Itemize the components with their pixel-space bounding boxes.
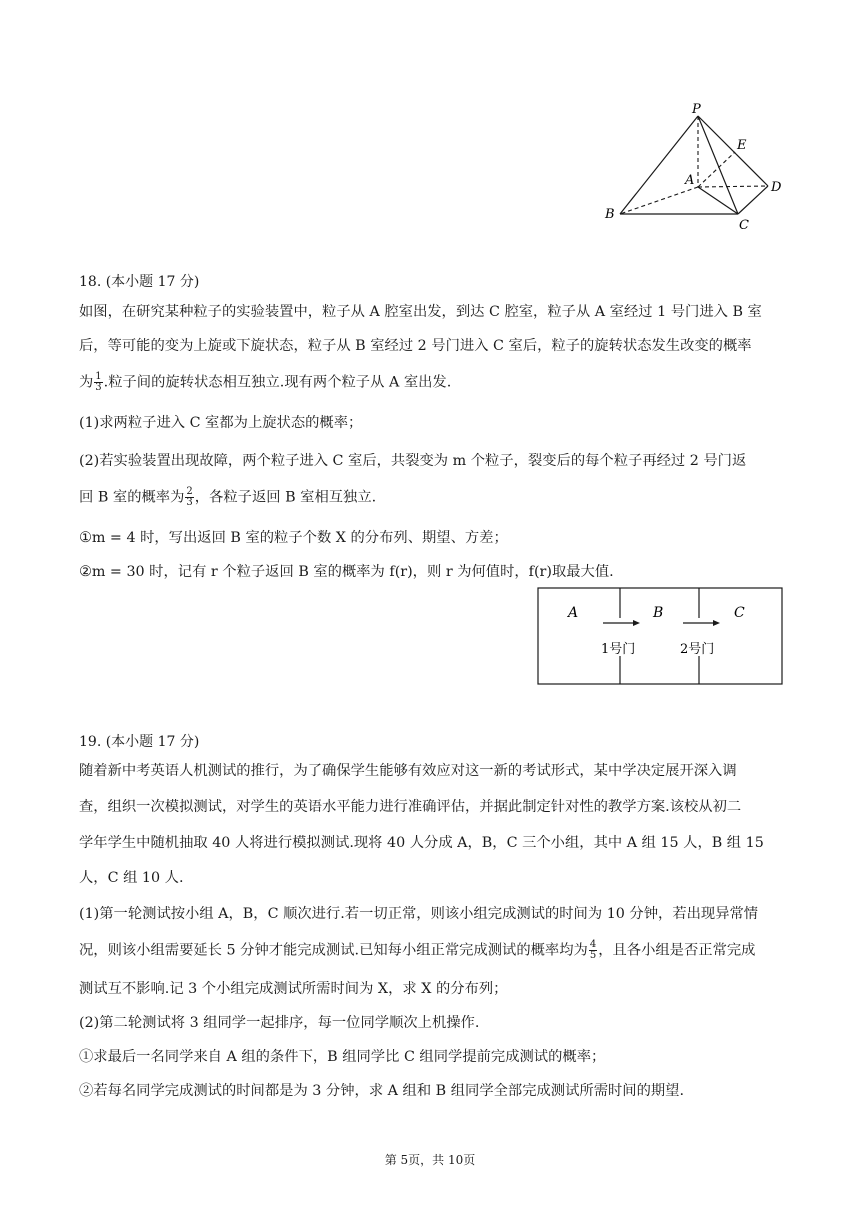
q18-line-2: 后，等可能的变为上旋或下旋状态，粒子从 B 室经过 2 号门进入 C 室后，粒子的旋转状态发生改变的概率 xyxy=(79,338,752,354)
room-b-label: B xyxy=(653,605,664,621)
label-p: P xyxy=(692,102,701,117)
q18-line-6-post: ，各粒子返回 B 室相互独立. xyxy=(194,489,377,506)
room-a-label: A xyxy=(568,605,579,621)
q18-line-6-pre: 回 B 室的概率为 xyxy=(79,489,185,506)
label-c: C xyxy=(739,218,749,233)
q19-line-6 xyxy=(79,940,755,961)
frac-den: 3 xyxy=(186,497,193,508)
q19-heading: 19. (本小题 17 分) xyxy=(79,734,200,750)
chamber-diagram xyxy=(537,587,785,687)
gate-2-label: 2号门 xyxy=(680,642,715,657)
fraction-one-third xyxy=(94,372,102,393)
q18-subpart-1: ①m = 4 时，写出返回 B 室的粒子个数 X 的分布列、期望、方差； xyxy=(79,530,508,546)
q19-line-1: 随着新中考英语人机测试的推行，为了确保学生能够有效应对这一新的考试形式，某中学决定展开深入调 xyxy=(79,763,737,779)
q18-part-1: (1)求两粒子进入 C 室都为上旋状态的概率； xyxy=(79,415,363,431)
label-d: D xyxy=(771,180,782,195)
q19-line-6-pre: 况，则该小组需要延长 5 分钟才能完成测试.已知每小组正常完成测试的概率均为 xyxy=(79,942,588,959)
q19-part-1: (1)第一轮测试按小组 A，B，C 顺次进行.若一切正常，则该小组完成测试的时间为 10 分钟，若出现异常情 xyxy=(79,906,759,922)
frac-num: 2 xyxy=(186,486,193,497)
q19-subpart-2: ②若每名同学完成测试的时间都是为 3 分钟，求 A 组和 B 组同学全部完成测试所需时间的期望. xyxy=(79,1083,685,1099)
q19-line-3: 学年学生中随机抽取 40 人将进行模拟测试.现将 40 人分成 A，B，C 三个小组，其中 A 组 15 人，B 组 15 xyxy=(79,835,764,851)
frac-num: 1 xyxy=(95,371,102,382)
q19-line-4: 人，C 组 10 人. xyxy=(79,870,184,886)
q19-line-7: 测试互不影响.记 3 个小组完成测试所需时间为 X，求 X 的分布列； xyxy=(79,981,508,997)
q18-line-3-pre: 为 xyxy=(79,374,94,391)
fraction-four-fifths xyxy=(589,940,597,961)
q19-part-2: (2)第二轮测试将 3 组同学一起排序，每一位同学顺次上机操作. xyxy=(79,1015,480,1031)
page-footer: 第 5页，共 10页 xyxy=(384,1153,476,1167)
gate-1-label: 1号门 xyxy=(601,642,636,657)
fraction-two-thirds xyxy=(185,487,193,508)
q18-subpart-2: ②m = 30 时，记有 r 个粒子返回 B 室的概率为 f(r)，则 r 为何值时，f(r)取最大值. xyxy=(79,564,614,580)
label-a: A xyxy=(685,173,695,188)
q18-line-1: 如图，在研究某种粒子的实验装置中，粒子从 A 腔室出发，到达 C 腔室，粒子从 A 室经过 1 号门进入 B 室 xyxy=(79,304,762,320)
frac-num: 4 xyxy=(589,939,597,950)
room-c-label: C xyxy=(734,605,745,621)
q19-line-6-post: ，且各小组是否正常完成 xyxy=(598,942,756,959)
frac-den: 3 xyxy=(95,382,102,393)
q18-part-2: (2)若实验装置出现故障，两个粒子进入 C 室后，共裂变为 m 个粒子，裂变后的每个粒子再经过 2 号门返 xyxy=(79,453,747,469)
q18-heading: 18. (本小题 17 分) xyxy=(79,274,200,290)
label-b: B xyxy=(605,207,615,222)
q18-line-3-post: .粒子间的旋转状态相互独立.现有两个粒子从 A 室出发. xyxy=(103,374,452,391)
q18-line-3 xyxy=(79,372,451,393)
frac-den: 5 xyxy=(589,950,597,961)
label-e: E xyxy=(737,138,747,153)
q19-line-2: 查，组织一次模拟测试，对学生的英语水平能力进行准确评估，并据此制定针对性的教学方案.该校从初二 xyxy=(79,799,742,815)
q19-subpart-1: ①求最后一名同学来自 A 组的条件下，B 组同学比 C 组同学提前完成测试的概率； xyxy=(79,1049,606,1065)
q18-line-6 xyxy=(79,487,376,508)
pyramid-figure xyxy=(590,96,790,236)
